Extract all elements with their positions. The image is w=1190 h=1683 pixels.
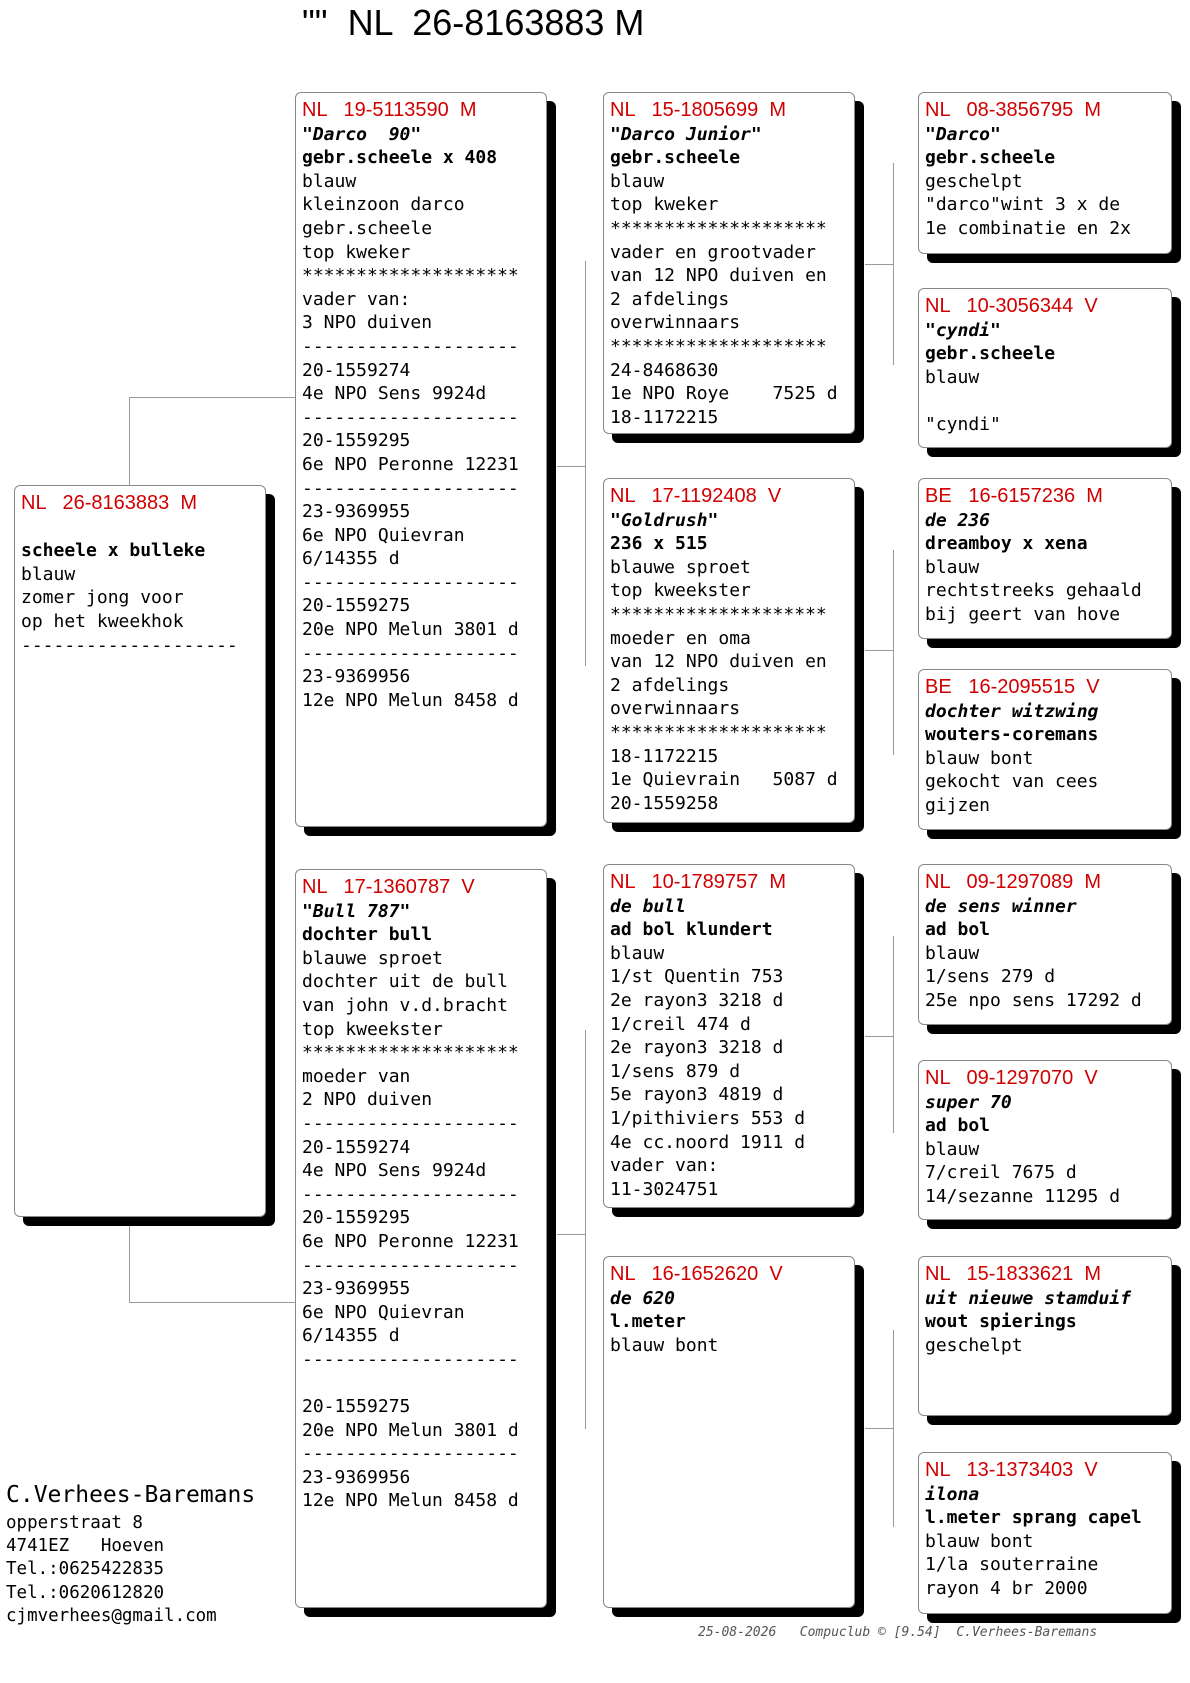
pedigree-line: 20e NPO Melun 3801 d (302, 1419, 519, 1441)
breeder: ad bol klundert (610, 919, 773, 941)
owner-email: cjmverhees@gmail.com (6, 1605, 217, 1626)
pedigree-line: top kweker (302, 241, 411, 263)
pedigree-line: -------------------- (302, 406, 519, 428)
breeder: l.meter sprang capel (925, 1507, 1142, 1529)
pedigree-line: -------------------- (302, 1254, 519, 1276)
pigeon-card-fmm (918, 669, 1172, 830)
ring-number: NL 16-1652620 V (610, 1263, 783, 1285)
pigeon-card-ffm (918, 288, 1172, 448)
pedigree-line: 20-1559258 (610, 792, 719, 814)
pedigree-line: blauw (302, 170, 357, 192)
pigeon-name: "Goldrush" (610, 509, 719, 531)
pigeon-card-ff (603, 92, 855, 434)
pedigree-line: -------------------- (302, 571, 519, 593)
pedigree-line: blauw (925, 942, 980, 964)
ring-number: BE 16-6157236 M (925, 485, 1103, 507)
breeder: l.meter (610, 1311, 686, 1333)
breeder: wouters-coremans (925, 724, 1099, 746)
pedigree-line: zomer jong voor (21, 587, 184, 609)
pigeon-name: ilona (925, 1483, 980, 1505)
pedigree-line: op het kweekhok (21, 610, 184, 632)
connector (893, 163, 894, 365)
pedigree-line: rechtstreeks gehaald (925, 580, 1142, 602)
pedigree-line: ******************** (302, 1042, 519, 1064)
connector (129, 1225, 130, 1302)
ring-number: NL 15-1833621 M (925, 1263, 1102, 1285)
pedigree-line: 23-9369955 (302, 1278, 411, 1300)
pedigree-line: blauwe sproet (302, 947, 443, 969)
pedigree-line: blauwe sproet (610, 556, 751, 578)
pedigree-line (302, 1371, 540, 1395)
pedigree-line: 1/sens 879 d (610, 1060, 741, 1082)
pedigree-line: 20-1559275 (302, 595, 411, 617)
pedigree-line: 2 NPO duiven (302, 1089, 433, 1111)
connector (129, 397, 130, 487)
breeder: 236 x 515 (610, 533, 708, 555)
pigeon-name: "Darco 90" (302, 123, 422, 145)
footer-date: 25-08-2026 (698, 1625, 777, 1640)
pedigree-line: 1e NPO Roye 7525 d (610, 383, 838, 405)
pedigree-line: 6e NPO Quievran (302, 524, 465, 546)
connector (893, 1330, 894, 1527)
connector (585, 261, 586, 666)
pedigree-line: blauw (925, 556, 980, 578)
ring-number: NL 08-3856795 M (925, 99, 1102, 121)
pedigree-line: 6e NPO Peronne 12231 (302, 1230, 519, 1252)
pedigree-line: blauw (925, 1138, 980, 1160)
pigeon-card-mm (603, 1256, 855, 1608)
pedigree-line: overwinnaars (610, 698, 741, 720)
pedigree-line: ******************** (610, 335, 827, 357)
pedigree-line: rayon 4 br 2000 (925, 1577, 1088, 1599)
owner-name: C.Verhees-Baremans (6, 1482, 256, 1508)
pedigree-line: gebr.scheele (302, 217, 433, 239)
pedigree-line: 20-1559274 (302, 1136, 411, 1158)
breeder: wout spierings (925, 1311, 1077, 1333)
pedigree-line: -------------------- (302, 335, 519, 357)
connector (865, 650, 894, 651)
pigeon-card-mfm (918, 1060, 1172, 1220)
pedigree-line: ******************** (610, 603, 827, 625)
pigeon-name: de 236 (925, 509, 991, 531)
pedigree-line: top kweker (610, 194, 719, 216)
owner-postcode: 4741EZ Hoeven (6, 1536, 165, 1557)
pigeon-card-fmf (918, 478, 1172, 639)
connector (865, 1428, 894, 1429)
pedigree-line: van 12 NPO duiven en (610, 265, 827, 287)
ring-number: NL 09-1297070 V (925, 1067, 1098, 1089)
pedigree-line: 1e combinatie en 2x (925, 217, 1131, 239)
connector (557, 1234, 586, 1235)
pedigree-line: -------------------- (302, 642, 519, 664)
breeder: gebr.scheele (925, 343, 1056, 365)
pedigree-line: 12e NPO Melun 8458 d (302, 1490, 519, 1512)
footer-owner: C.Verhees-Baremans (956, 1625, 1098, 1640)
pedigree-line: van 12 NPO duiven en (610, 651, 827, 673)
pigeon-card-fm (603, 478, 855, 823)
breeder: ad bol (925, 919, 991, 941)
ring-number: NL 17-1192408 V (610, 485, 782, 507)
pedigree-line: -------------------- (302, 477, 519, 499)
pedigree-line: 11-3024751 (610, 1178, 719, 1200)
pigeon-card-mmm (918, 1452, 1172, 1614)
pedigree-line: 4e NPO Sens 9924d (302, 1160, 487, 1182)
breeder: gebr.scheele (610, 147, 741, 169)
ring-number: NL 17-1360787 V (302, 876, 475, 898)
pedigree-line: blauw (925, 366, 980, 388)
pigeon-card-mmf (918, 1256, 1172, 1416)
breeder: dreamboy x xena (925, 533, 1088, 555)
pedigree-line: 3 NPO duiven (302, 312, 433, 334)
pedigree-line: "darco"wint 3 x de (925, 194, 1121, 216)
pedigree-line: 6e NPO Peronne 12231 (302, 453, 519, 475)
pedigree-line: moeder en oma (610, 627, 751, 649)
pedigree-line: 20-1559275 (302, 1396, 411, 1418)
pedigree-line: kleinzoon darco (302, 194, 465, 216)
pedigree-line: 2e rayon3 3218 d (610, 1037, 784, 1059)
pigeon-card-father (295, 92, 547, 827)
pedigree-line: vader van: (610, 1155, 719, 1177)
pedigree-line: 24-8468630 (610, 359, 719, 381)
pedigree-line: dochter uit de bull (302, 971, 508, 993)
owner-info (6, 1478, 255, 1628)
pedigree-line: 7/creil 7675 d (925, 1162, 1077, 1184)
pedigree-line: -------------------- (21, 634, 238, 656)
connector (129, 1302, 295, 1303)
pedigree-line: 23-9369955 (302, 501, 411, 523)
pedigree-line: 18-1172215 (610, 406, 719, 428)
ring-number: NL 13-1373403 V (925, 1459, 1098, 1481)
pigeon-name: de bull (610, 895, 686, 917)
pedigree-line: 1/pithiviers 553 d (610, 1107, 806, 1129)
breeder: gebr.scheele x 408 (302, 147, 498, 169)
breeder: dochter bull (302, 924, 433, 946)
pigeon-name: super 70 (925, 1091, 1012, 1113)
pigeon-name: de sens winner (925, 895, 1077, 917)
pedigree-line: blauw (610, 942, 665, 964)
breeder: scheele x bulleke (21, 540, 206, 562)
pedigree-line: 23-9369956 (302, 666, 411, 688)
pedigree-line: -------------------- (302, 1112, 519, 1134)
connector (865, 1036, 894, 1037)
footer (698, 1625, 1097, 1640)
ring-number: NL 09-1297089 M (925, 871, 1102, 893)
owner-phone: Tel.:0625422835 (6, 1559, 165, 1580)
pedigree-line: overwinnaars (610, 312, 741, 334)
pedigree-line: -------------------- (302, 1348, 519, 1370)
owner-phone: Tel.:0620612820 (6, 1582, 165, 1603)
pedigree-line: ******************** (302, 265, 519, 287)
ring-number: NL 26-8163883 M (21, 492, 198, 514)
pedigree-line: 20-1559295 (302, 1207, 411, 1229)
pedigree-line: 2e rayon3 3218 d (610, 989, 784, 1011)
pigeon-name: "Darco" (925, 123, 1001, 145)
pedigree-line (925, 389, 1165, 413)
pedigree-line: 1e Quievrain 5087 d (610, 769, 838, 791)
pedigree-line: "cyndi" (925, 413, 1001, 435)
pigeon-name: de 620 (610, 1287, 676, 1309)
breeder: gebr.scheele (925, 147, 1056, 169)
pedigree-line: 18-1172215 (610, 745, 719, 767)
pigeon-card-mother (295, 869, 547, 1608)
pedigree-line: bij geert van hove (925, 603, 1121, 625)
pigeon-card-subject (14, 485, 266, 1217)
pedigree-line: blauw bont (925, 1530, 1034, 1552)
pigeon-name: dochter witzwing (925, 700, 1099, 722)
pigeon-card-mff (918, 864, 1172, 1025)
pedigree-line: 14/sezanne 11295 d (925, 1185, 1121, 1207)
pedigree-line: 25e npo sens 17292 d (925, 989, 1142, 1011)
pedigree-line: 5e rayon3 4819 d (610, 1084, 784, 1106)
pedigree-line: van john v.d.bracht (302, 994, 508, 1016)
pedigree-line: blauw bont (925, 747, 1034, 769)
pedigree-line: gijzen (925, 794, 991, 816)
pedigree-line: 1/la souterraine (925, 1554, 1099, 1576)
ring-number: NL 15-1805699 M (610, 99, 787, 121)
pedigree-line: blauw (610, 170, 665, 192)
pedigree-line: top kweekster (302, 1018, 443, 1040)
pedigree-line: -------------------- (302, 1443, 519, 1465)
pigeon-name: uit nieuwe stamduif (925, 1287, 1131, 1309)
pedigree-line: 1/sens 279 d (925, 966, 1056, 988)
pigeon-name: "cyndi" (925, 319, 1001, 341)
ring-number: BE 16-2095515 V (925, 676, 1100, 698)
connector (557, 466, 586, 467)
pedigree-line: 6/14355 d (302, 1325, 400, 1347)
breeder: ad bol (925, 1115, 991, 1137)
pedigree-line: 1/creil 474 d (610, 1013, 751, 1035)
connector (893, 936, 894, 1133)
ring-number: NL 10-3056344 V (925, 295, 1098, 317)
pedigree-line: vader en grootvader (610, 241, 816, 263)
pigeon-card-mf (603, 864, 855, 1208)
connector (865, 264, 894, 265)
footer-software: Compuclub © [9.54] (799, 1625, 941, 1640)
pedigree-line: 20-1559295 (302, 430, 411, 452)
connector (585, 1030, 586, 1429)
owner-address: opperstraat 8 (6, 1513, 143, 1533)
pedigree-line: vader van: (302, 288, 411, 310)
pedigree-line: 4e cc.noord 1911 d (610, 1131, 806, 1153)
pedigree-line: 20-1559274 (302, 359, 411, 381)
pedigree-line: -------------------- (302, 1183, 519, 1205)
pigeon-name (21, 516, 259, 540)
pedigree-line: 6/14355 d (302, 548, 400, 570)
pedigree-line: 1/st Quentin 753 (610, 966, 784, 988)
pigeon-card-fff (918, 92, 1172, 254)
pedigree-line: 20e NPO Melun 3801 d (302, 619, 519, 641)
pedigree-line: ******************** (610, 217, 827, 239)
pedigree-line: 6e NPO Quievran (302, 1301, 465, 1323)
pigeon-name: "Bull 787" (302, 900, 411, 922)
pedigree-line: 23-9369956 (302, 1466, 411, 1488)
ring-number: NL 10-1789757 M (610, 871, 787, 893)
pedigree-line: 12e NPO Melun 8458 d (302, 689, 519, 711)
pedigree-line: moeder van (302, 1065, 411, 1087)
connector (129, 397, 295, 398)
pedigree-line: gekocht van cees (925, 771, 1099, 793)
page-title: "" NL 26-8163883 M (302, 2, 645, 43)
pedigree-line: geschelpt (925, 1334, 1023, 1356)
pedigree-line: top kweekster (610, 580, 751, 602)
pigeon-name: "Darco Junior" (610, 123, 762, 145)
pedigree-line: blauw (21, 563, 76, 585)
ring-number: NL 19-5113590 M (302, 99, 477, 121)
pedigree-line: 4e NPO Sens 9924d (302, 383, 487, 405)
pedigree-line: geschelpt (925, 170, 1023, 192)
pedigree-line: ******************** (610, 721, 827, 743)
pedigree-line: 2 afdelings (610, 674, 730, 696)
pedigree-line: blauw bont (610, 1334, 719, 1356)
connector (893, 550, 894, 755)
pedigree-line: 2 afdelings (610, 288, 730, 310)
